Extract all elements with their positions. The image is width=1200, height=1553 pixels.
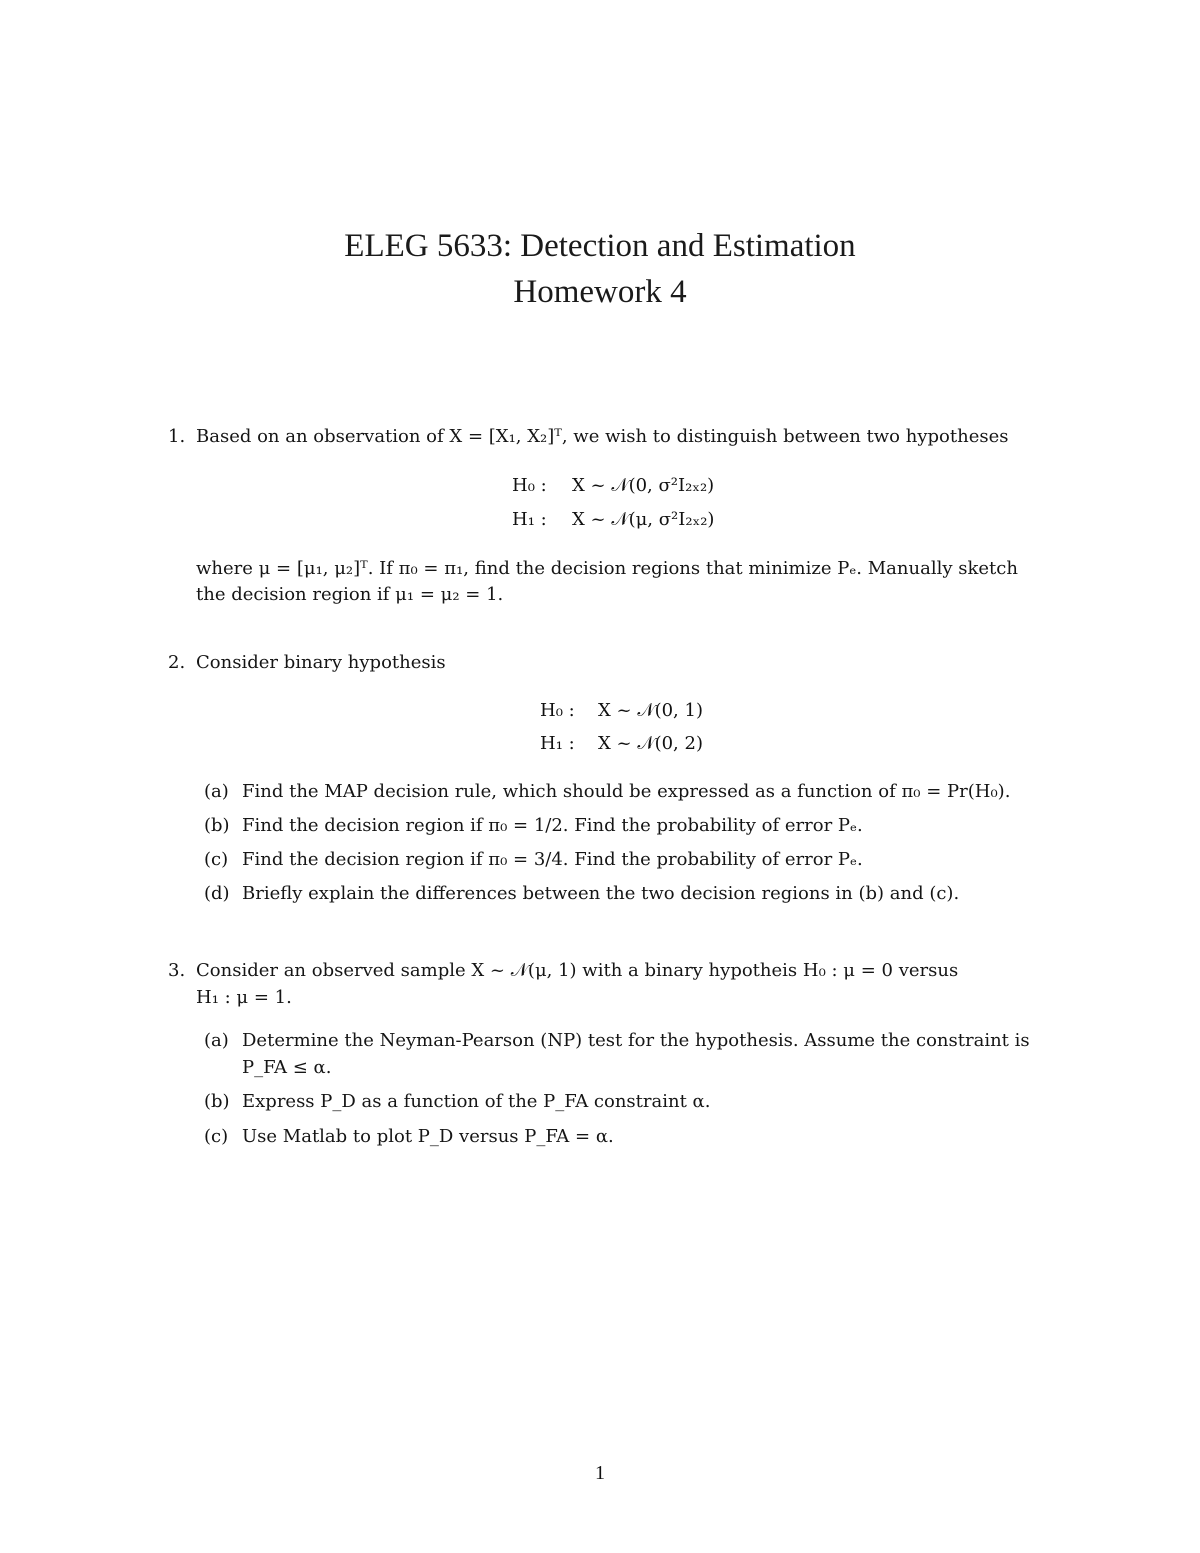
equation: X ~ 𝒩(μ, σ²I₂ₓ₂) (572, 509, 715, 530)
problem-text: the decision region if μ₁ = μ₂ = 1. (196, 584, 504, 605)
equation-label: H₁ : (540, 733, 575, 754)
problem-text: Based on an observation of X = [X₁, X₂]ᵀ, we wish to distinguish between two hypotheses (196, 426, 1009, 447)
problem-number: 3. (168, 960, 186, 981)
part-label: (c) (204, 1126, 229, 1147)
problem-text: H₁ : μ = 1. (196, 987, 292, 1008)
problem-number: 2. (168, 652, 186, 673)
problem-number: 1. (168, 426, 186, 447)
part-label: (b) (204, 815, 230, 836)
part-text: Determine the Neyman-Pearson (NP) test for the hypothesis. Assume the constraint is (242, 1030, 1030, 1051)
problem-text: where μ = [μ₁, μ₂]ᵀ. If π₀ = π₁, find the decision regions that minimize Pₑ. Manually sketch (196, 558, 1018, 579)
document-subtitle: Homework 4 (513, 274, 687, 310)
equation: X ~ 𝒩(0, σ²I₂ₓ₂) (572, 475, 715, 496)
document-title: ELEG 5633: Detection and Estimation (344, 228, 856, 264)
part-label: (c) (204, 849, 229, 870)
equation: X ~ 𝒩(0, 1) (598, 700, 703, 721)
part-text: Find the decision region if π₀ = 3/4. Find the probability of error Pₑ. (242, 849, 863, 870)
part-label: (a) (204, 781, 229, 802)
part-label: (a) (204, 1030, 229, 1051)
part-label: (d) (204, 883, 230, 904)
part-text: P_FA ≤ α. (242, 1057, 332, 1078)
equation-label: H₀ : (540, 700, 575, 721)
part-text: Find the decision region if π₀ = 1/2. Find the probability of error Pₑ. (242, 815, 863, 836)
part-text: Express P_D as a function of the P_FA constraint α. (242, 1091, 711, 1112)
part-text: Find the MAP decision rule, which should be expressed as a function of π₀ = Pr(H₀). (242, 781, 1011, 802)
equation: X ~ 𝒩(0, 2) (598, 733, 703, 754)
equation-label: H₀ : (512, 475, 547, 496)
equation-label: H₁ : (512, 509, 547, 530)
problem-text: Consider an observed sample X ~ 𝒩(μ, 1) with a binary hypotheis H₀ : μ = 0 versus (196, 960, 959, 981)
part-label: (b) (204, 1091, 230, 1112)
part-text: Use Matlab to plot P_D versus P_FA = α. (242, 1126, 614, 1147)
part-text: Briefly explain the differences between the two decision regions in (b) and (c). (242, 883, 960, 904)
problem-text: Consider binary hypothesis (196, 652, 446, 673)
page-number: 1 (595, 1462, 605, 1484)
